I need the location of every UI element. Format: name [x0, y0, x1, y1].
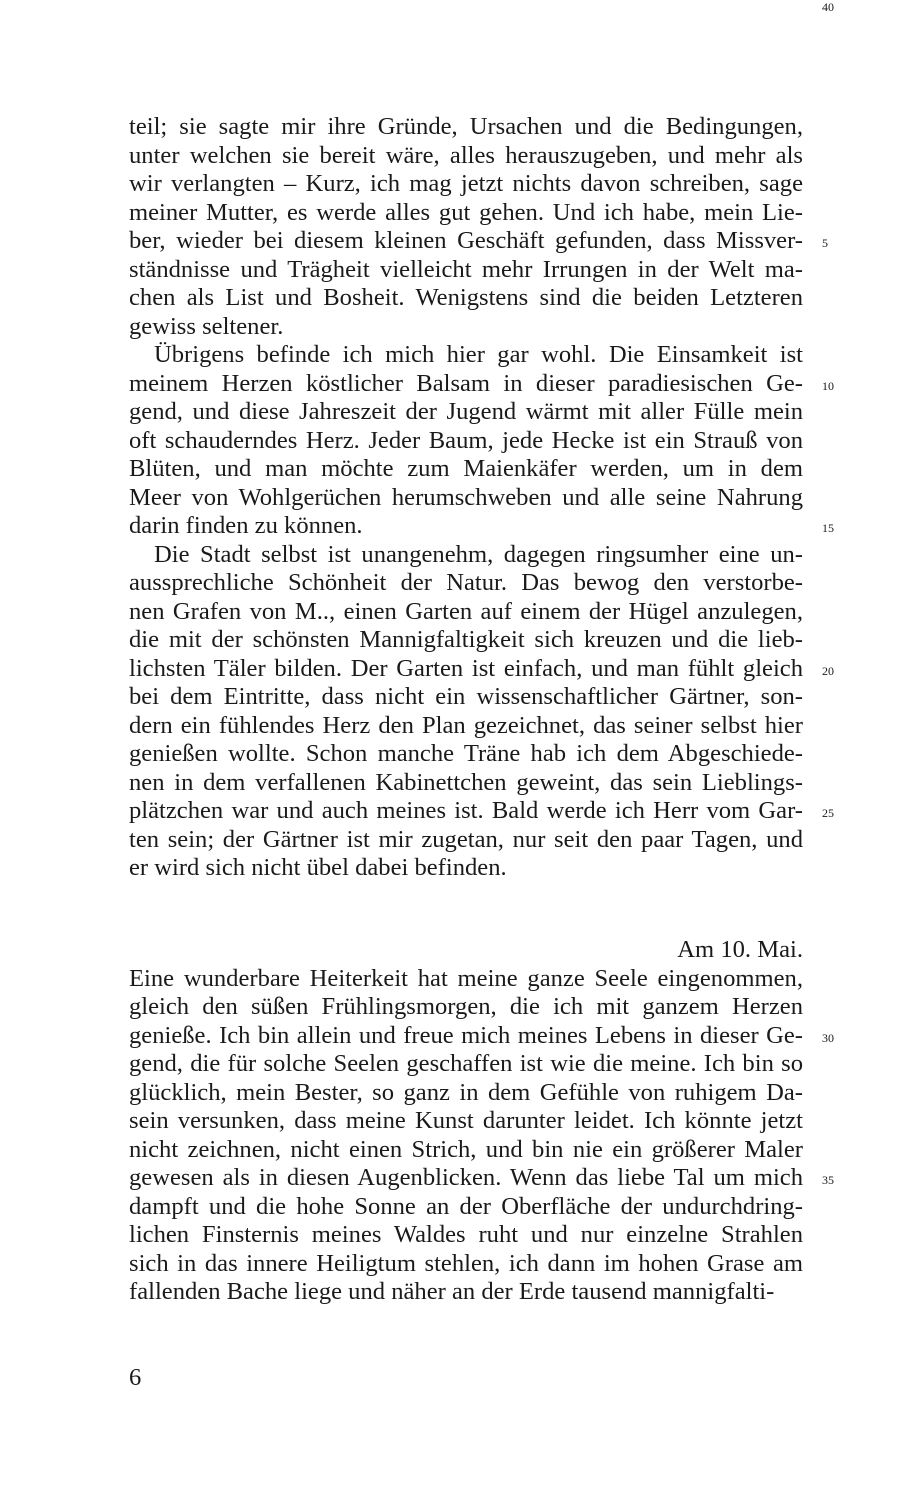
text-line: genießen wollte. Schon manche Träne hab ich dem Abgeschiede- — [129, 740, 803, 767]
text-line: die mit der schönsten Mannigfaltigkeit sich kreuzen und die lieb- — [129, 626, 803, 653]
text-line: ber, wieder bei diesem kleinen Geschäft gefunden, dass Missver- — [129, 227, 803, 254]
text-line: gewiss seltener. — [129, 312, 284, 340]
text-line: unter welchen sie bereit wäre, alles herauszugeben, und mehr als — [129, 141, 803, 169]
line-number: 30 — [822, 1030, 834, 1045]
text-line: lichen Finsternis meines Waldes ruht und nur einzelne Strahlen — [129, 1221, 803, 1248]
text-line: nen in dem verfallenen Kabinettchen geweint, das sein Lieblings- — [129, 768, 803, 796]
text-line: gleich den süßen Frühlingsmorgen, die ich mit ganzem Herzen — [129, 993, 803, 1020]
text-line: ständnisse und Trägheit vielleicht mehr Irrungen in der Welt ma- — [129, 255, 803, 283]
text-line: Eine wunderbare Heiterkeit hat meine ganze Seele eingenommen, — [129, 964, 803, 992]
page-number: 6 — [129, 1364, 142, 1391]
text-line: meinem Herzen köstlicher Balsam in dieser paradiesischen Ge- — [129, 369, 803, 397]
text-line: glücklich, mein Bester, so ganz in dem Gefühle von ruhigem Da- — [129, 1078, 803, 1106]
line-number: 40 — [822, 0, 834, 14]
text-line: gewesen als in diesen Augenblicken. Wenn das liebe Tal um mich — [129, 1164, 803, 1191]
text-line: dampft und die hohe Sonne an der Oberfläche der undurchdring- — [129, 1192, 803, 1220]
text-line: ten sein; der Gärtner ist mir zugetan, nur seit den paar Tagen, und — [129, 825, 803, 853]
line-number: 5 — [822, 236, 828, 250]
text-line: aussprechliche Schönheit der Natur. Das bewog den verstorbe- — [129, 569, 803, 596]
text-line: gend, die für solche Seelen geschaffen ist wie die meine. Ich bin so — [129, 1050, 803, 1077]
text-line: meiner Mutter, es werde alles gut gehen. Und ich habe, mein Lie- — [129, 198, 803, 226]
letter-dateline: Am 10. Mai. — [677, 936, 803, 963]
line-number: 10 — [822, 378, 834, 393]
text-line: Übrigens befinde ich mich hier gar wohl. Die Einsamkeit ist — [154, 341, 803, 368]
text-line: bei dem Eintritte, dass nicht ein wissenschaftlicher Gärtner, son- — [129, 683, 803, 710]
text-line: teil; sie sagte mir ihre Gründe, Ursachen und die Bedingungen, — [129, 113, 803, 140]
text-line: gend, und diese Jahreszeit der Jugend wärmt mit aller Fülle mein — [129, 398, 803, 425]
text-line: sich in das innere Heiligtum stehlen, ich dann im hohen Grase am — [129, 1249, 803, 1277]
text-line: lichsten Täler bilden. Der Garten ist einfach, und man fühlt gleich — [129, 654, 803, 682]
text-line: nicht zeichnen, nicht einen Strich, und bin nie ein größerer Maler — [129, 1135, 803, 1163]
text-line: plätzchen war und auch meines ist. Bald werde ich Herr vom Gar- — [129, 797, 803, 824]
text-line: Meer von Wohlgerüchen herumschweben und alle seine Nahrung — [129, 483, 803, 511]
text-line: er wird sich nicht übel dabei befinden. — [129, 854, 507, 881]
text-line: genieße. Ich bin allein und freue mich meines Lebens in dieser Ge- — [129, 1021, 803, 1049]
text-line: oft schauderndes Herz. Jeder Baum, jede Hecke ist ein Strauß von — [129, 426, 803, 454]
line-number: 15 — [822, 521, 834, 535]
text-line: fallenden Bache liege und näher an der Erde tausend mannigfalti- — [129, 1278, 775, 1305]
line-number: 20 — [822, 663, 834, 678]
text-line: wir verlangten – Kurz, ich mag jetzt nichts davon schreiben, sage — [129, 170, 803, 197]
text-line: dern ein fühlendes Herz den Plan gezeichnet, das seiner selbst hier — [129, 711, 803, 739]
text-line: sein versunken, dass meine Kunst darunter leidet. Ich könnte jetzt — [129, 1107, 803, 1134]
text-line: chen als List und Bosheit. Wenigstens sind die beiden Letzteren — [129, 284, 803, 311]
text-line: Blüten, und man möchte zum Maienkäfer werden, um in dem — [129, 455, 803, 482]
text-line: darin finden zu können. — [129, 512, 363, 539]
text-line: Die Stadt selbst ist unangenehm, dagegen ringsumher eine un- — [154, 540, 803, 568]
text-line: nen Grafen von M.., einen Garten auf einem der Hügel anzulegen, — [129, 597, 803, 625]
line-number: 25 — [822, 806, 834, 820]
line-number: 35 — [822, 1173, 834, 1187]
